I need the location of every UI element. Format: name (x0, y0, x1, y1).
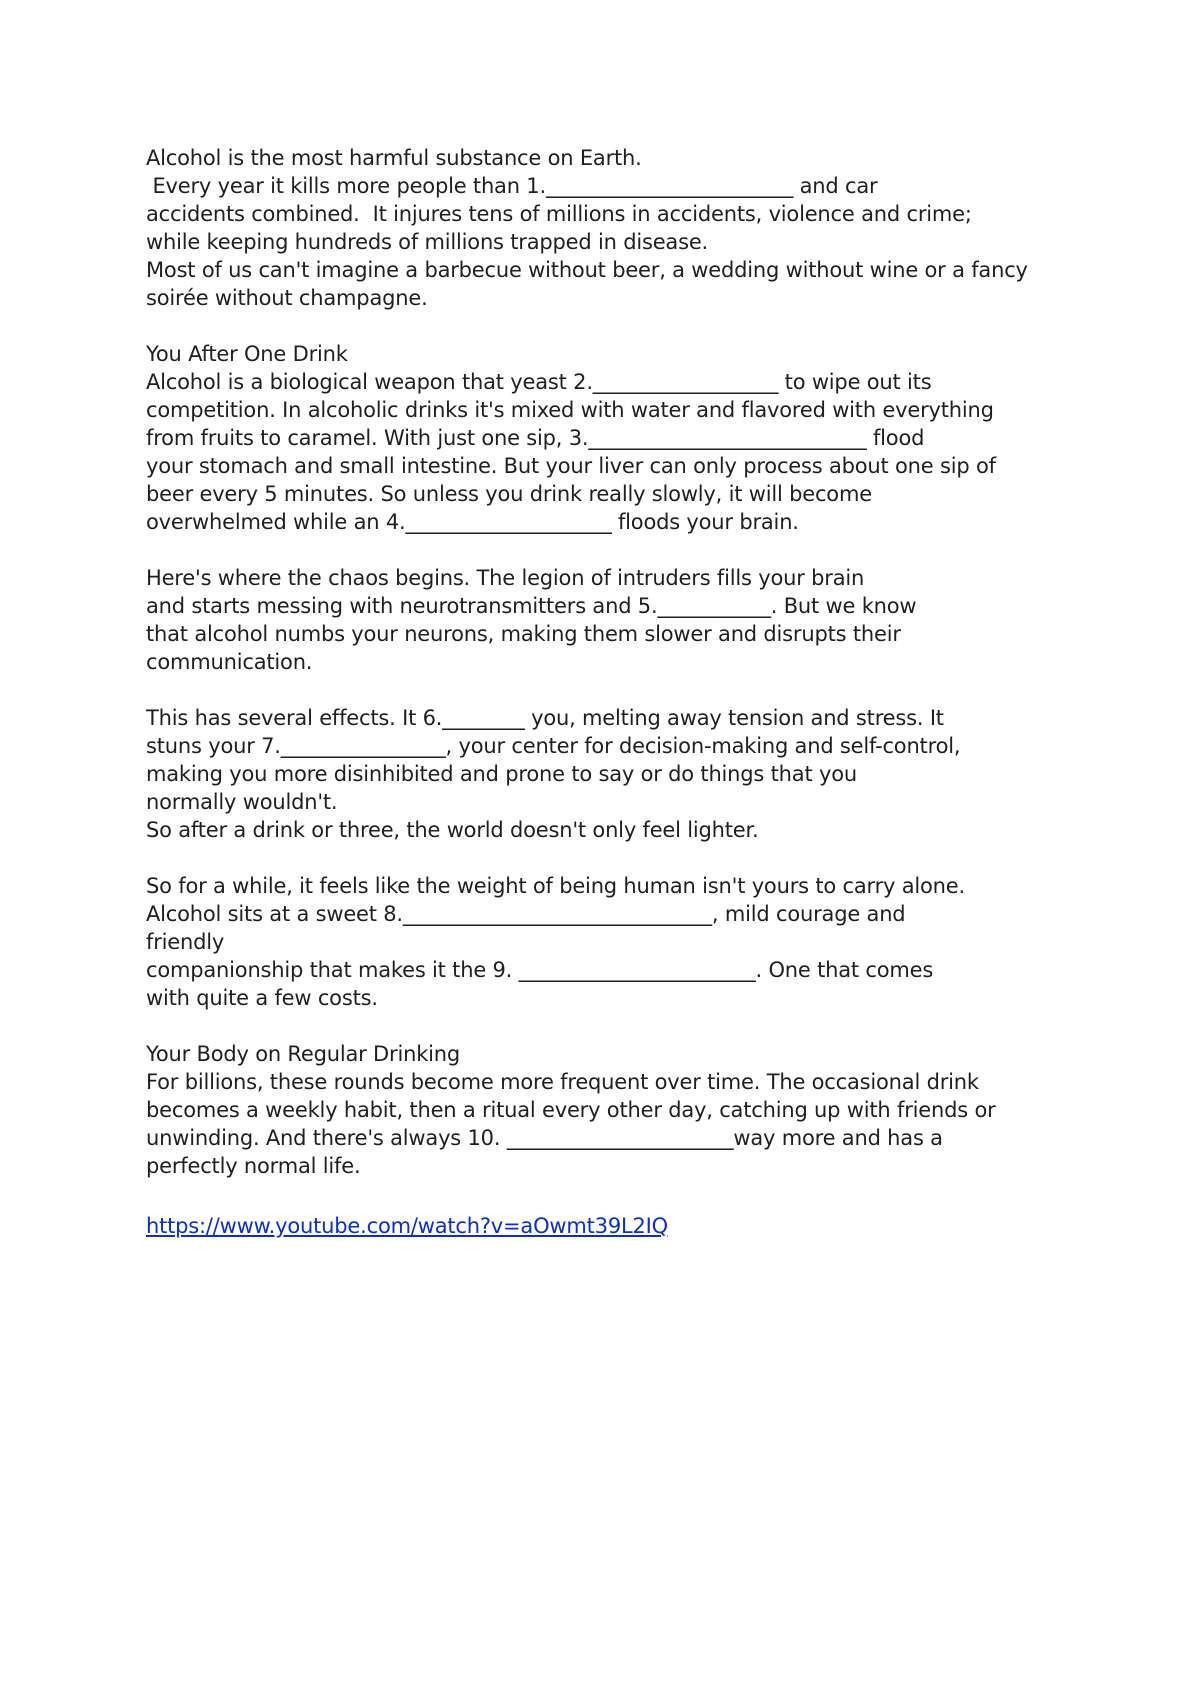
text-line: that alcohol numbs your neurons, making them slower and disrupts their (146, 622, 901, 646)
text-line: This has several effects. It 6.________ you, melting away tension and stress. It (146, 706, 944, 730)
paragraph-weight (146, 872, 1086, 1012)
text-line: Alcohol is a biological weapon that yeast 2.__________________ to wipe out its (146, 370, 932, 394)
text-line: Alcohol sits at a sweet 8.______________________________, mild courage and (146, 902, 906, 926)
paragraph-spacer (146, 312, 1086, 340)
text-line: For billions, these rounds become more frequent over time. The occasional drink (146, 1070, 979, 1094)
text-line: stuns your 7.________________, your center for decision-making and self-control, (146, 734, 961, 758)
text-line: Here's where the chaos begins. The legion of intruders fills your brain (146, 566, 865, 590)
text-line: from fruits to caramel. With just one sip, 3.___________________________ flood (146, 426, 925, 450)
paragraph-one-drink (146, 340, 1086, 536)
text-line: Most of us can't imagine a barbecue without beer, a wedding without wine or a fancy (146, 258, 1028, 282)
paragraph-spacer (146, 1180, 1086, 1212)
text-line: making you more disinhibited and prone to say or do things that you (146, 762, 857, 786)
text-line: unwinding. And there's always 10. ______________________way more and has a (146, 1126, 943, 1150)
text-line: Alcohol is the most harmful substance on Earth. (146, 146, 642, 170)
text-line: So after a drink or three, the world doesn't only feel lighter. (146, 818, 759, 842)
text-line: communication. (146, 650, 313, 674)
document-body (146, 144, 1086, 1240)
text-line: and starts messing with neurotransmitters and 5.___________. But we know (146, 594, 917, 618)
section-heading: You After One Drink (146, 342, 348, 366)
text-line: your stomach and small intestine. But your liver can only process about one sip of (146, 454, 996, 478)
text-line: beer every 5 minutes. So unless you drink really slowly, it will become (146, 482, 872, 506)
paragraph-intro (146, 144, 1086, 312)
section-heading: Your Body on Regular Drinking (146, 1042, 461, 1066)
text-line: while keeping hundreds of millions trapped in disease. (146, 230, 709, 254)
text-line: Every year it kills more people than 1.________________________ and car (146, 174, 878, 198)
text-line: competition. In alcoholic drinks it's mixed with water and flavored with everything (146, 398, 994, 422)
paragraph-effects (146, 704, 1086, 844)
paragraph-spacer (146, 676, 1086, 704)
paragraph-chaos (146, 564, 1086, 676)
text-line: companionship that makes it the 9. _______________________. One that comes (146, 958, 934, 982)
paragraph-spacer (146, 844, 1086, 872)
text-line: friendly (146, 930, 225, 954)
paragraph-spacer (146, 1012, 1086, 1040)
text-line: becomes a weekly habit, then a ritual every other day, catching up with friends or (146, 1098, 996, 1122)
paragraph-regular-drinking (146, 1040, 1086, 1180)
text-line: overwhelmed while an 4.____________________ floods your brain. (146, 510, 799, 534)
text-line: soirée without champagne. (146, 286, 428, 310)
text-line: accidents combined. It injures tens of millions in accidents, violence and crime; (146, 202, 972, 226)
text-line: with quite a few costs. (146, 986, 378, 1010)
text-line: So for a while, it feels like the weight of being human isn't yours to carry alone. (146, 874, 965, 898)
paragraph-spacer (146, 536, 1086, 564)
youtube-link[interactable]: https://www.youtube.com/watch?v=aOwmt39L2IQ (146, 1214, 668, 1238)
text-line: perfectly normal life. (146, 1154, 361, 1178)
text-line: normally wouldn't. (146, 790, 338, 814)
